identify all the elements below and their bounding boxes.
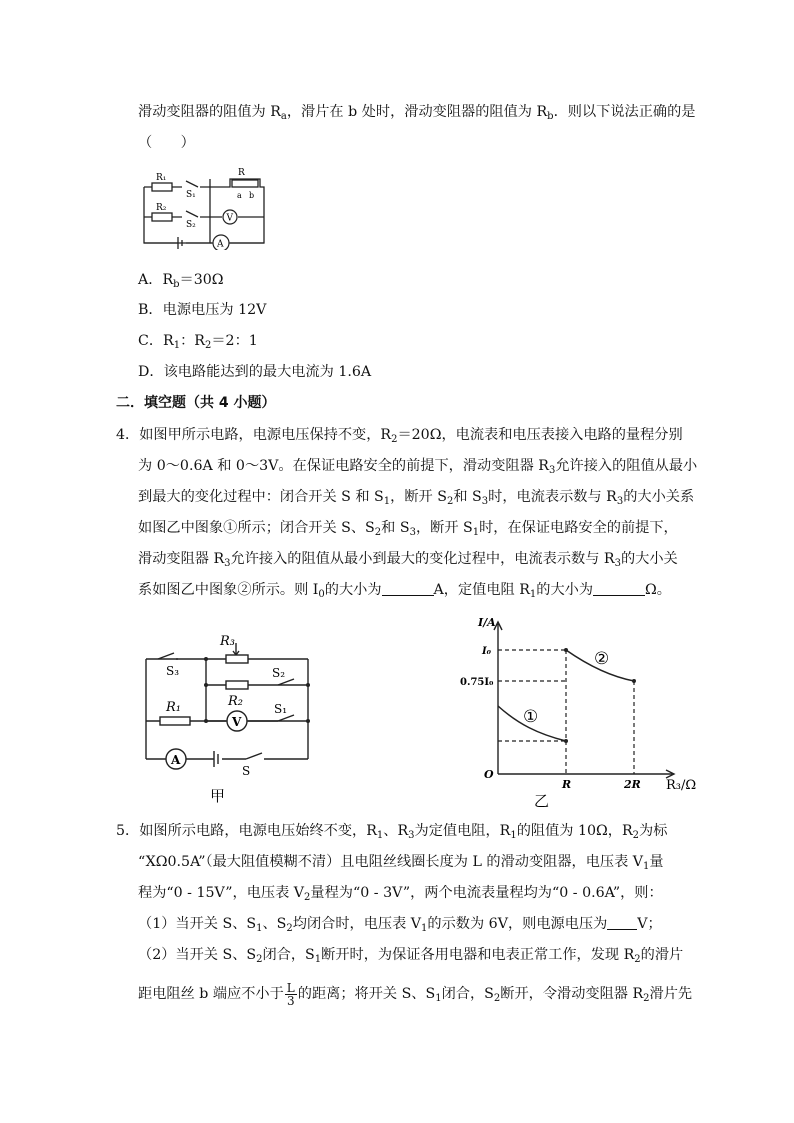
q3-b-label: b xyxy=(249,191,255,200)
q4-line5: 滑动变阻器 $R_3$允许接入的阻值从最小到最大的变化过程中，电流表示数与 $R_3$的大小关 xyxy=(138,551,678,569)
yi-075i0-tick: 0.75I₀ xyxy=(460,677,494,688)
q3-r-label: R xyxy=(238,168,245,178)
jia-r2-label: R₂ xyxy=(228,694,243,709)
q3-s2-label: S₂ xyxy=(186,220,196,230)
yi-2r-tick: 2R xyxy=(624,778,641,791)
q4-blank-r1[interactable] xyxy=(593,581,645,596)
jia-s-label: S xyxy=(242,764,251,778)
jia-s2-label: S₂ xyxy=(272,666,286,680)
yi-caption: 乙 xyxy=(534,792,550,810)
q3-r1-label: R₁ xyxy=(156,173,167,183)
yi-x-axis-label: R₃/Ω xyxy=(666,778,697,793)
q3-option-d: D．该电路能达到的最大电流为 1.6A xyxy=(138,364,372,380)
q3-a-label: a xyxy=(237,191,242,200)
jia-r1-label: R₁ xyxy=(166,700,181,715)
q4-line3: 到最大的变化过程中：闭合开关 S 和 $S_1$，断开 $S_2$和 $S_3$时，电流表示数与 $R_3$的大小关系 xyxy=(138,489,695,507)
q3-circuit-diagram xyxy=(138,165,268,250)
q3-option-b: B．电源电压为 12V xyxy=(138,302,267,318)
q5-line4: （1）当开关 S、$S_1$、$S_2$均闭合时，电压表 $V_1$的示数为 6V，则电源电压为 V； xyxy=(138,916,662,934)
yi-curve2-label: ② xyxy=(594,649,610,669)
yi-origin-label: O xyxy=(484,768,494,781)
fraction-l-over-3: $\frac{L}{3}$ xyxy=(286,980,295,1008)
q3-voltmeter-label: V xyxy=(226,213,233,224)
q3-ammeter-label: A xyxy=(217,239,224,250)
q5-line5: （2）当开关 S、$S_2$闭合，$S_1$断开时，为保证各用电器和电表正常工作，发现 $R_2$的滑片 xyxy=(138,947,684,965)
q3-s1-label: S₁ xyxy=(186,190,196,200)
yi-y-axis-label: I/A xyxy=(478,616,496,629)
q3-r2-label: R₂ xyxy=(156,203,167,213)
q4-line2: 为 0～0.6A 和 0～3V。在保证电路安全的前提下，滑动变阻器 $R_3$允许接入的阻值从最小 xyxy=(138,458,698,476)
q3-option-c: C．$R_1$：$R_2=2$：1 xyxy=(138,333,258,351)
q5-line3: 程为“0 - 15V”，电压表 $V_2$量程为“0 - 3V”，两个电流表量程均为“0 - 0.6A”，则： xyxy=(138,885,663,903)
q3-option-a: A．$R_b=30\Omega$ xyxy=(138,272,224,290)
jia-voltmeter-label: V xyxy=(232,715,242,729)
q4-graph-yi xyxy=(458,612,718,812)
q4-line6: 系如图乙中图象②所示。则 $I_0$的大小为 A，定值电阻 $R_1$的大小为 Ω。 xyxy=(138,582,671,600)
q5-line1: 5．如图所示电路，电源电压始终不变，$R_1$、$R_3$为定值电阻，$R_1$的阻值为 10Ω，$R_2$为标 xyxy=(116,823,668,841)
jia-r3-label: R₃ xyxy=(220,634,235,649)
q5-line2: “XΩ0.5A”（最大阻值模糊不清）且电阻丝线圈长度为 L 的滑动变阻器，电压表 $V_1$量 xyxy=(138,854,664,872)
q5-line6: 距电阻丝 b 端应不小于 $\frac{L}{3}$ 的距离；将开关 S、$S_1$闭合，$S_2$断开，令滑动变阻器 $R_2$滑片先 xyxy=(138,980,693,1008)
jia-ammeter-label: A xyxy=(171,753,181,767)
jia-s3-label: S₃ xyxy=(166,664,180,678)
q3-line1: 滑动变阻器的阻值为 $R_a$，滑片在 b 处时，滑动变阻器的阻值为 $R_b$．则以下说法正确的是 xyxy=(138,104,696,122)
yi-curve1-label: ① xyxy=(523,707,539,727)
q4-circuit-jia xyxy=(138,625,318,810)
q4-line4: 如图乙中图象①所示；闭合开关 S、$S_2$和 $S_3$，断开 $S_1$时，在保证电路安全的前提下， xyxy=(138,520,678,538)
yi-i0-tick: I₀ xyxy=(482,646,492,657)
q4-blank-i0[interactable] xyxy=(382,581,434,596)
section-heading-fill-blank: 二．填空题（共 4 小题） xyxy=(116,395,276,411)
yi-r-tick: R xyxy=(562,778,572,791)
jia-s1-label: S₁ xyxy=(274,702,288,716)
q4-line1: 4．如图甲所示电路，电源电压保持不变，$R_2=20\Omega$，电流表和电压表接入电路的量程分别 xyxy=(116,427,683,445)
jia-caption: 甲 xyxy=(210,787,226,805)
q5-blank-voltage[interactable] xyxy=(607,915,637,930)
q3-answer-paren: （ ） xyxy=(138,135,195,151)
